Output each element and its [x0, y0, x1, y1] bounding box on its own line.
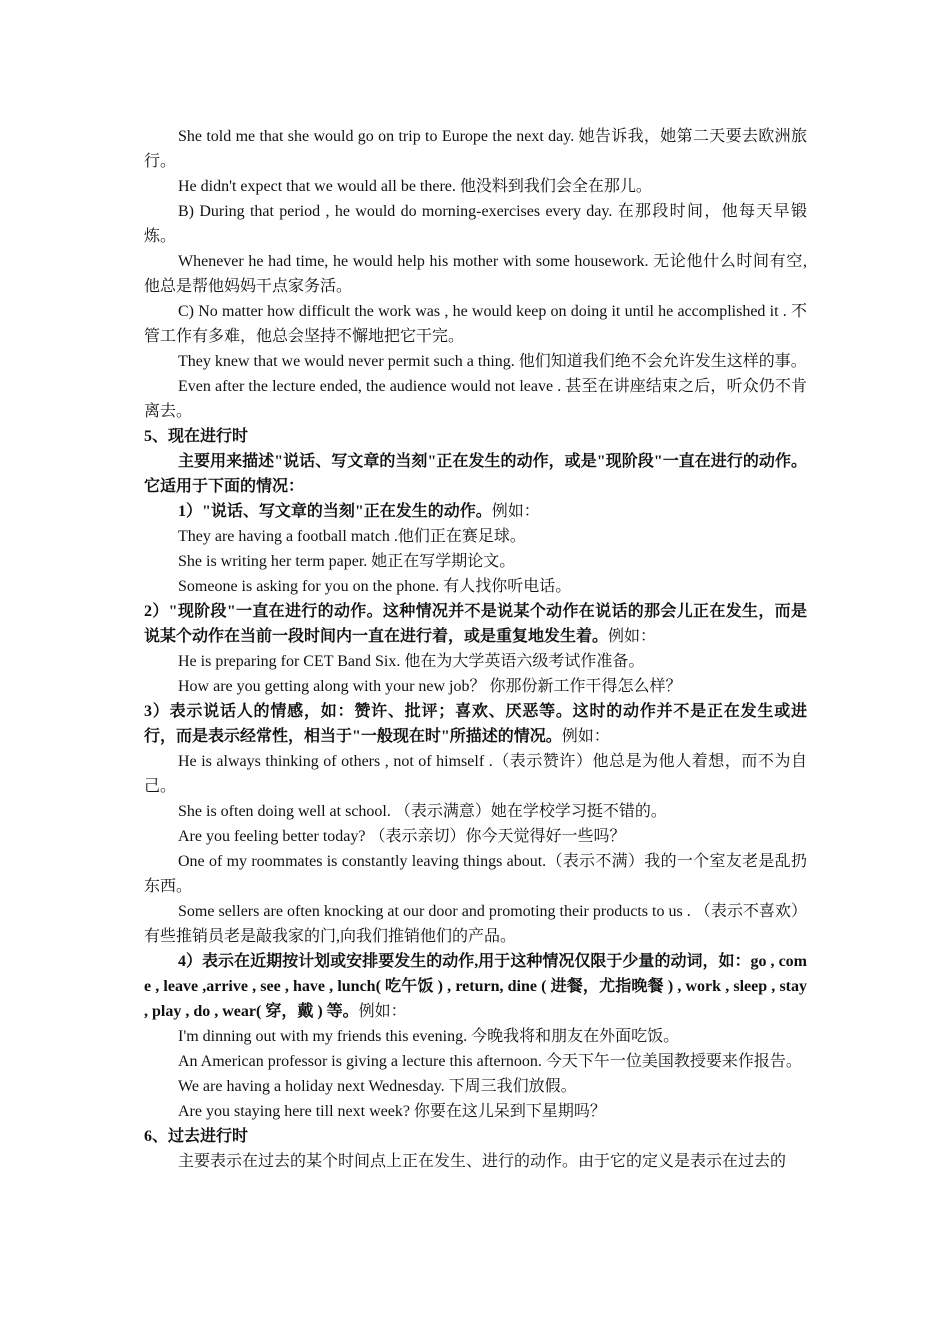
example-sellers: Some sellers are often knocking at our door and promoting their products to us . （表示不喜欢） 有些推销员老是敲我家的门,向我们推销他们的产品。: [144, 903, 807, 945]
example-all-be-there: He didn't expect that we would all be there. 他没料到我们会全在那儿。: [178, 178, 652, 195]
example-dinning-out: I'm dinning out with my friends this evening. 今晚我将和朋友在外面吃饭。: [178, 1028, 680, 1045]
usage-4-title: 4）表示在近期按计划或安排要发生的动作,用于这种情况仅限于少量的动词，如：go , come , leave ,arrive , see , have , lunch( 吃午饭 ) , return, dine ( 进餐，尤指晚餐 ) , work , sleep , stay , play , do , wear( 穿，戴 ) 等。: [144, 953, 807, 1020]
usage-1-eg: 例如：: [491, 503, 540, 520]
usage-1-heading: [144, 499, 807, 524]
example-europe-trip: She told me that she would go on trip to Europe the next day. 她告诉我，她第二天要去欧洲旅行。: [144, 128, 807, 170]
section-intro-past-continuous: 主要表示在过去的某个时间点上正在发生、进行的动作。由于它的定义是表示在过去的: [178, 1153, 787, 1170]
usage-3-title: 3）表示说话人的情感，如：赞许、批评；喜欢、厌恶等。这时的动作并不是正在发生或进行，而是表示经常性，相当于"一般现在时"所描述的情况。: [144, 703, 807, 745]
section-heading-present-continuous: 5、现在进行时: [144, 428, 249, 445]
example-new-job: How are you getting along with your new job？ 你那份新工作干得怎么样？: [178, 678, 682, 695]
usage-2-eg: 例如：: [608, 628, 657, 645]
example-football-match: They are having a football match .他们正在赛足球。: [178, 528, 526, 545]
example-cet-band-six: He is preparing for CET Band Six. 他在为大学英语六级考试作准备。: [178, 653, 645, 670]
example-never-permit: They knew that we would never permit such a thing. 他们知道我们绝不会允许发生这样的事。: [178, 353, 807, 370]
usage-4-heading: [144, 949, 807, 1024]
example-morning-exercises: B) During that period , he would do morning-exercises every day. 在那段时间，他每天早锻炼。: [144, 203, 807, 245]
usage-3-heading: [144, 699, 807, 749]
example-doing-well: She is often doing well at school. （表示满意）她在学校学习挺不错的。: [178, 803, 667, 820]
example-thinking-of-others: He is always thinking of others , not of himself .（表示赞许）他总是为他人着想，而不为自己。: [144, 753, 807, 795]
example-staying-here: Are you staying here till next week? 你要在这儿呆到下星期吗？: [178, 1103, 606, 1120]
example-professor-lecture: An American professor is giving a lecture this afternoon. 今天下午一位美国教授要来作报告。: [178, 1053, 802, 1070]
usage-1-title: 1）"说话、写文章的当刻"正在发生的动作。: [178, 503, 492, 520]
example-difficult-work: C) No matter how difficult the work was , he would keep on doing it until he accomplished it . 不管工作有多难，他总会坚持不懈地把它干完。: [144, 303, 807, 345]
example-housework: Whenever he had time, he would help his mother with some housework. 无论他什么时间有空,他总是帮他妈妈干点家务活。: [144, 253, 807, 295]
usage-4-eg: 例如：: [358, 1003, 407, 1020]
example-roommates: One of my roommates is constantly leaving things about.（表示不满）我的一个室友老是乱扔东西。: [144, 853, 807, 895]
usage-2-heading: [144, 599, 807, 649]
example-audience-leave: Even after the lecture ended, the audience would not leave . 甚至在讲座结束之后，听众仍不肯离去。: [144, 378, 807, 420]
example-feeling-better: Are you feeling better today? （表示亲切）你今天觉得好一些吗？: [178, 828, 626, 845]
section-intro-present-continuous: 主要用来描述"说话、写文章的当刻"正在发生的动作，或是"现阶段"一直在进行的动作。它适用于下面的情况：: [144, 453, 807, 495]
example-holiday: We are having a holiday next Wednesday. 下周三我们放假。: [178, 1078, 577, 1095]
section-heading-past-continuous: 6、过去进行时: [144, 1128, 249, 1145]
example-phone: Someone is asking for you on the phone. 有人找你听电话。: [178, 578, 572, 595]
example-term-paper: She is writing her term paper. 她正在写学期论文。: [178, 553, 516, 570]
usage-3-eg: 例如：: [561, 728, 610, 745]
usage-2-title: 2）"现阶段"一直在进行的动作。这种情况并不是说某个动作在说话的那会儿正在发生，而是说某个动作在当前一段时间内一直在进行着，或是重复地发生着。: [144, 603, 807, 645]
